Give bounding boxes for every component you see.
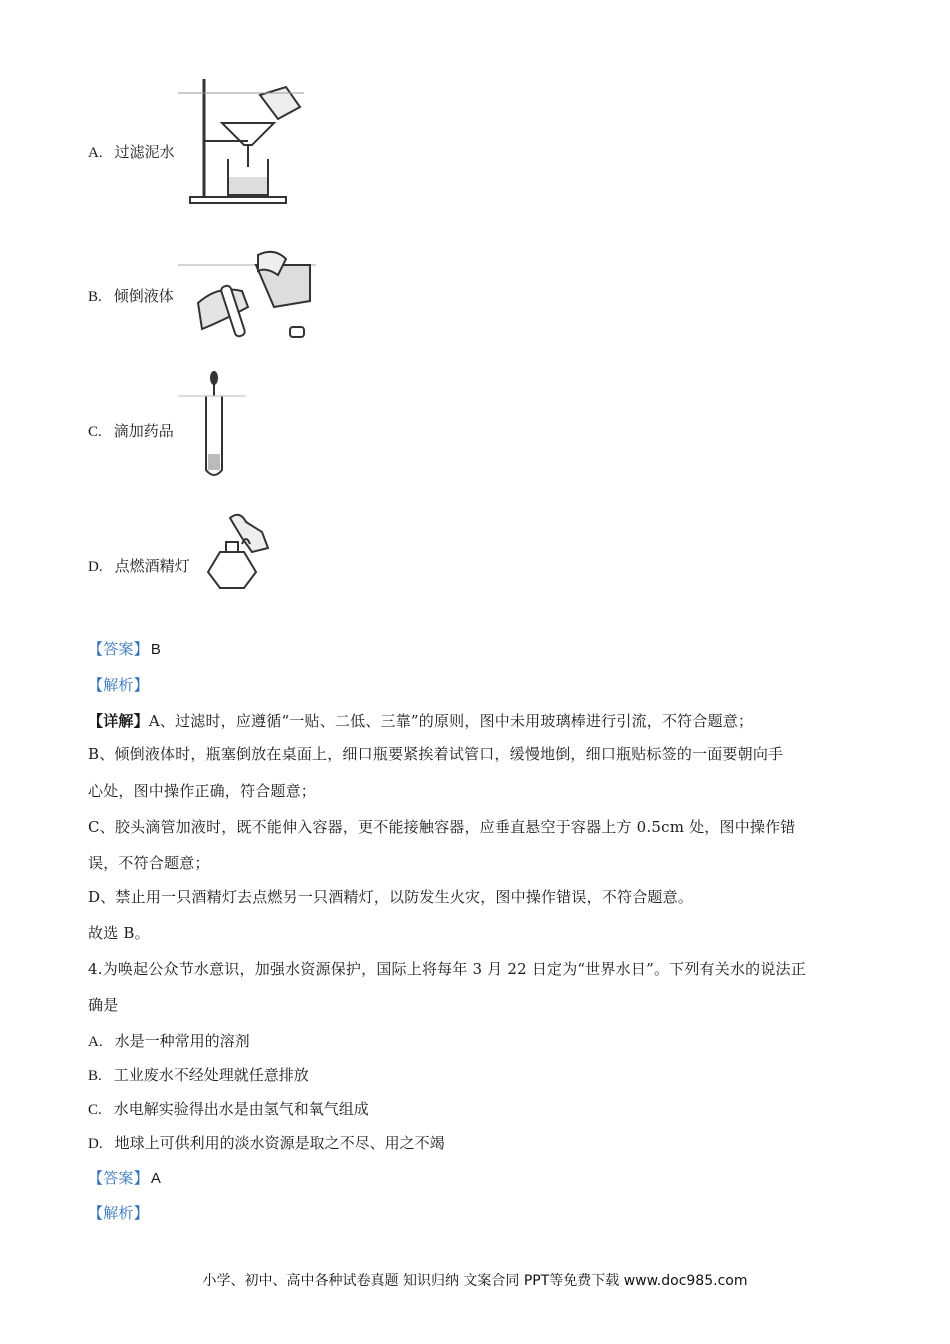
q4-analysis-tag: 【解析】	[88, 1204, 149, 1222]
detail-a	[88, 710, 753, 731]
q4-answer-line	[88, 1167, 161, 1188]
q4-stem-line2: 确是	[88, 996, 119, 1014]
option-text: 过滤泥水	[114, 143, 175, 161]
detail-tag: 【详解】	[88, 712, 149, 730]
option-c-label	[88, 420, 174, 441]
detail-c-line2: 误，不符合题意；	[88, 854, 210, 872]
q4-option-d	[88, 1132, 445, 1153]
option-text: 水是一种常用的溶剂	[114, 1032, 250, 1050]
detail-b-line2: 心处，图中操作正确，符合题意；	[88, 782, 317, 800]
option-text: 工业废水不经处理就任意排放	[113, 1066, 309, 1084]
answer-tag: 【答案】	[88, 640, 149, 658]
detail-b-line1: B、倾倒液体时，瓶塞倒放在桌面上，细口瓶要紧挨着试管口，缓慢地倒，细口瓶贴标签的一面要朝向手	[88, 745, 784, 763]
pouring-liquid-image	[178, 245, 318, 353]
filtration-apparatus-image	[178, 75, 306, 207]
answer-tag: 【答案】	[88, 1169, 149, 1187]
option-letter: D.	[88, 559, 103, 575]
answer-line	[88, 638, 161, 659]
option-letter: C.	[88, 1102, 102, 1118]
option-text: 点燃酒精灯	[114, 557, 190, 575]
option-b-label	[88, 285, 174, 306]
option-text: 地球上可供利用的淡水资源是取之不尽、用之不竭	[114, 1134, 445, 1152]
option-text: 水电解实验得出水是由氢气和氧气组成	[113, 1100, 369, 1118]
option-a-label	[88, 141, 175, 162]
option-letter: A.	[88, 1034, 103, 1050]
option-letter: C.	[88, 424, 102, 440]
lighting-alcohol-lamp-image	[196, 508, 276, 594]
conclusion: 故选 B。	[88, 924, 150, 942]
detail-a-text: A、过滤时，应遵循“一贴、二低、三靠”的原则，图中未用玻璃棒进行引流，不符合题意；	[148, 712, 754, 730]
option-letter: B.	[88, 1068, 102, 1084]
analysis-tag: 【解析】	[88, 676, 149, 694]
option-letter: D.	[88, 1136, 103, 1152]
dropper-test-tube-image	[178, 370, 248, 482]
q4-option-c	[88, 1098, 369, 1119]
option-text: 滴加药品	[113, 422, 174, 440]
option-letter: A.	[88, 145, 103, 161]
detail-c-line1: C、胶头滴管加液时，既不能伸入容器，更不能接触容器，应垂直悬空于容器上方 0.5cm 处，图中操作错	[88, 818, 796, 836]
option-text: 倾倒液体	[113, 287, 174, 305]
option-letter: B.	[88, 289, 102, 305]
footer-text: 小学、初中、高中各种试卷真题 知识归纳 文案合同 PPT等免费下载 www.doc985.com	[202, 1273, 748, 1289]
q4-option-a	[88, 1030, 250, 1051]
q4-stem-line1: 4.为唤起公众节水意识，加强水资源保护，国际上将每年 3 月 22 日定为“世界水日”。下列有关水的说法正	[88, 960, 806, 978]
answer-value: A	[150, 1170, 162, 1187]
answer-value: B	[150, 641, 162, 658]
detail-d: D、禁止用一只酒精灯去点燃另一只酒精灯，以防发生火灾，图中操作错误，不符合题意。	[88, 888, 694, 906]
option-d-label	[88, 555, 190, 576]
q4-option-b	[88, 1064, 309, 1085]
